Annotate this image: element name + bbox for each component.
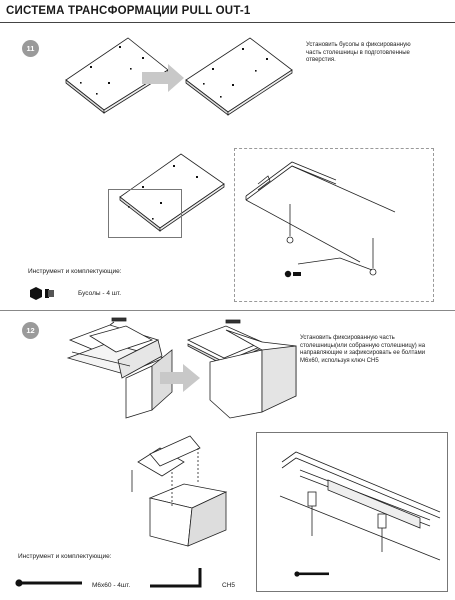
step-11-kit-title: Инструмент и комплектующие: [28, 268, 122, 275]
cabinet-slide-before-drawing [68, 318, 172, 418]
dowel-kit-icon [30, 287, 54, 300]
bolt-install-drawing [132, 436, 226, 546]
step-12-badge: 12 [22, 322, 39, 339]
hex-key-kit-icon [150, 568, 200, 586]
tabletop-after-drawing [186, 38, 292, 115]
step-12-instruction-line-1: Установить фиксированную часть [300, 335, 395, 341]
section-divider [0, 310, 455, 311]
step-11-badge: 11 [22, 40, 39, 57]
step-11-zoom-frame [108, 189, 182, 238]
step-11-instruction-line-1: Установить бусолы в фиксированную [306, 42, 411, 48]
step-12-instruction [300, 335, 425, 365]
cabinet-slide-after-drawing [188, 320, 296, 418]
step-12-kit-title: Инструмент и комплектующие: [18, 553, 112, 560]
step-12-kit-key: СН5 [222, 582, 236, 589]
step-12-instruction-line-2: столешницы(или собранную столешницу) на [300, 342, 426, 349]
bolt-kit-icon [15, 579, 82, 586]
step-12-detail-frame [256, 432, 448, 592]
step-11-instruction-line-3: отверстия. [306, 57, 336, 63]
page-title: СИСТЕМА ТРАНСФОРМАЦИИ PULL OUT-1 [6, 5, 251, 17]
step-11-instruction-line-2: часть столешницы в подготовленные [306, 49, 410, 56]
step-12-kit-bolt: М6х60 - 4шт. [92, 582, 131, 589]
step-12-instruction-line-4: М6х60, используя ключ СН5 [300, 357, 379, 364]
step-11-kit-item: Бусолы - 4 шт. [78, 290, 122, 297]
step-12-instruction-line-3: направляющие и зафиксировать ее болтами [300, 350, 426, 356]
step-11-detail-frame [234, 148, 434, 302]
